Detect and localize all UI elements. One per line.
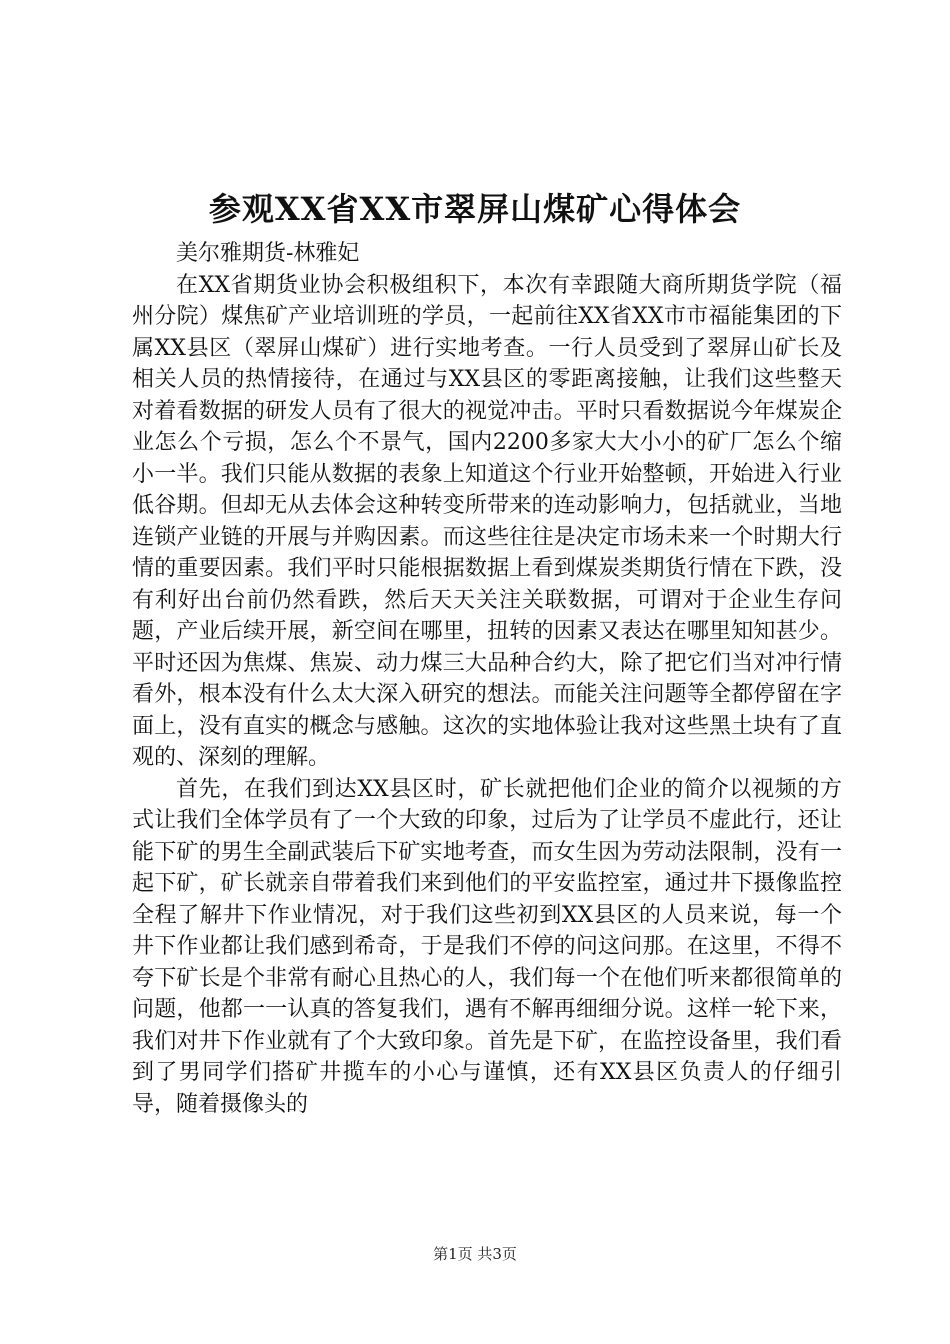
author-line: 美尔雅期货-林雅妃 [176, 241, 360, 266]
document-title: 参观XX省XX市翠屏山煤矿心得体会 [208, 190, 742, 228]
page-number-footer: 第1页 共3页 [433, 1245, 517, 1263]
body-paragraph-2: 首先，在我们到达XX县区时，矿长就把他们企业的简介以视频的方式让我们全体学员有了一个大致的印象，过后为了让学员不虚此行，还让能下矿的男生全副武装后下矿实地考查，而女生因为劳动法限制，没有一起下矿，矿长就亲自带着我们来到他们的平安监控室，通过井下摄像监控全程了解井下作业情况，对于我们这些初到XX县区的人员来说，每一个井下作业都让我们感到希奇，于是我们不停的问这问那。在这里，不得不夸下矿长是个非常有耐心且热心的人，我们每一个在他们听来都很简单的问题，他都一一认真的答复我们，遇有不解再细细分说。这样一轮下来，我们对井下作业就有了个大致印象。首先是下矿，在监控设备里，我们看到了男同学们搭矿井揽车的小心与谨慎，还有XX县区负责人的仔细引导，随着摄像头的 [132, 776, 842, 1117]
document-body [132, 238, 842, 1120]
body-paragraph-1: 在XX省期货业协会积极组积下，本次有幸跟随大商所期货学院（福州分院）煤焦矿产业培训班的学员，一起前往XX省XX市市福能集团的下属XX县区（翠屏山煤矿）进行实地考查。一行人员受到了翠屏山矿长及相关人员的热情接待，在通过与XX县区的零距离接触，让我们这些整天对着看数据的研发人员有了很大的视觉冲击。平时只看数据说今年煤炭企业怎么个亏损，怎么个不景气，国内2200多家大大小小的矿厂怎么个缩小一半。我们只能从数据的表象上知道这个行业开始整顿，开始进入行业低谷期。但却无从去体会这种转变所带来的连动影响力，包括就业，当地连锁产业链的开展与并购因素。而这些往往是决定市场未来一个时期大行情的重要因素。我们平时只能根据数据上看到煤炭类期货行情在下跌，没有利好出台前仍然看跌，然后天天关注关联数据，可谓对于企业生存问题，产业后续开展，新空间在哪里，扭转的因素又表达在哪里知知甚少。平时还因为焦煤、焦炭、动力煤三大品种合约大，除了把它们当对冲行情看外，根本没有什么太大深入研究的想法。而能关注问题等全都停留在字面上，没有直实的概念与感触。这次的实地体验让我对这些黑土块有了直观的、深刻的理解。 [132, 272, 842, 770]
